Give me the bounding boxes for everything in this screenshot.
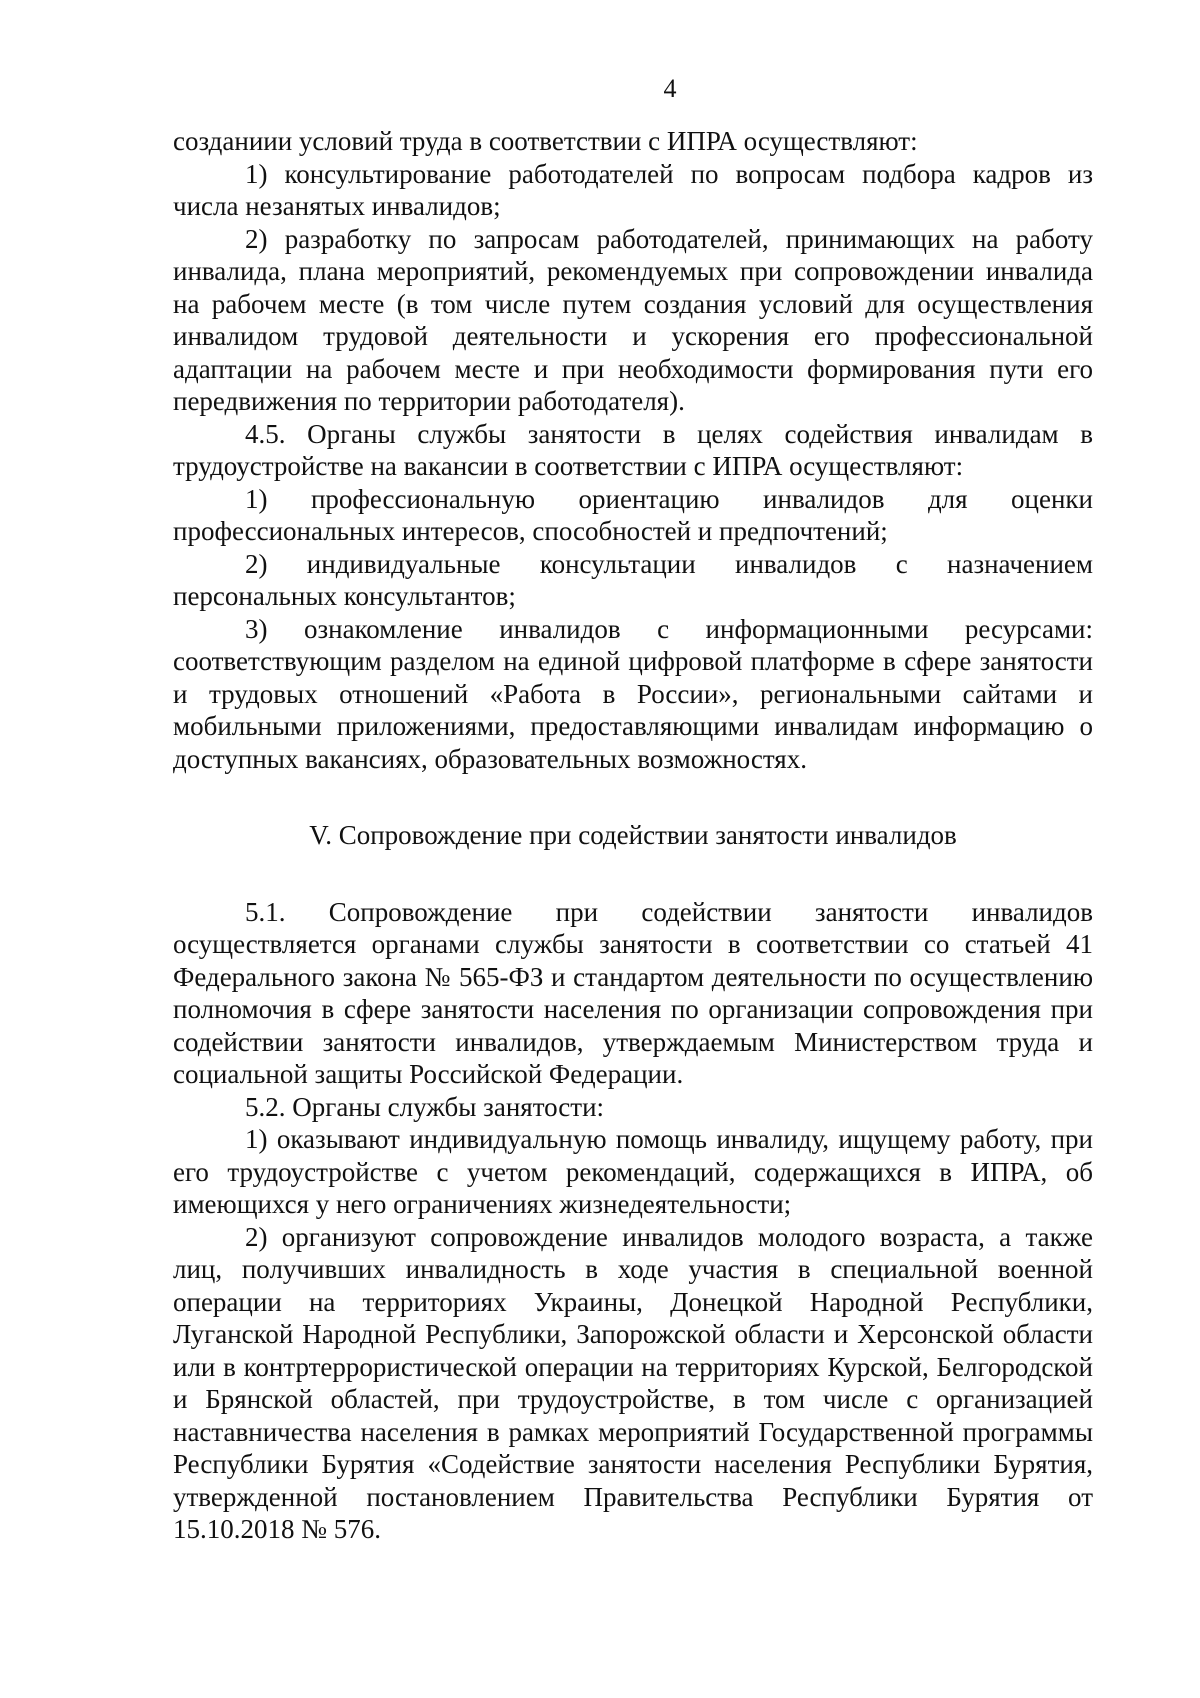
paragraph-list-item: 1) профессиональную ориентацию инвалидов для оценки профессиональных интересов, способностей и предпочтений; [173, 483, 1093, 546]
paragraph-list-item: 1) оказывают индивидуальную помощь инвалиду, ищущему работу, при его трудоустройстве с учетом рекомендаций, содержащихся в ИПРА, об имеющихся у него ограничениях жизнедеятельности; [173, 1124, 1093, 1219]
paragraph-list-item: 2) организуют сопровождение инвалидов молодого возраста, а также лиц, получивших инвалидность в ходе участия в специальной военной операции на территориях Украины, Донецкой Народной Республики, Луганской Народной Республики, Запорожской области и Херсонской области или в контртеррористической операции на территориях Курской, Белгородской и Брянской областей, при трудоустройстве, в том числе с организацией наставничества населения в рамках мероприятий Государственной программы Республики Бурятия «Содействие занятости населения Республики Бурятия, утвержденной постановлением Правительства Республики Бурятия от 15.10.2018 № 576. [173, 1221, 1093, 1544]
document-body [173, 125, 1093, 1546]
paragraph-clause-5-2: 5.2. Органы службы занятости: [245, 1091, 605, 1122]
paragraph-clause-5-1: 5.1. Сопровождение при содействии занятости инвалидов осуществляется органами службы занятости в соответствии со статьей 41 Федерального закона № 565-ФЗ и стандартом деятельности по осуществлению полномочия в сфере занятости населения по организации сопровождения при содействии занятости инвалидов, утверждаемым Министерством труда и социальной защиты Российской Федерации. [173, 896, 1093, 1089]
paragraph-list-item: 3) ознакомление инвалидов с информационными ресурсами: соответствующим разделом на единой цифровой платформе в сфере занятости и трудовых отношений «Работа в России», региональными сайтами и мобильными приложениями, предоставляющими инвалидам информацию о доступных вакансиях, образовательных возможностях. [173, 613, 1093, 774]
section-heading: V. Сопровождение при содействии занятости инвалидов [309, 820, 957, 850]
paragraph-continuation: созданиии условий труда в соответствии с ИПРА осуществляют: [173, 126, 918, 156]
paragraph-list-item: 1) консультирование работодателей по вопросам подбора кадров из числа незанятых инвалидов; [173, 158, 1093, 221]
paragraph-clause-4-5: 4.5. Органы службы занятости в целях содействия инвалидам в трудоустройстве на вакансии в соответствии с ИПРА осуществляют: [173, 418, 1093, 481]
page-number: 4 [663, 74, 677, 103]
paragraph-list-item: 2) разработку по запросам работодателей, принимающих на работу инвалида, плана мероприятий, рекомендуемых при сопровождении инвалида на рабочем месте (в том числе путем создания условий для осуществления инвалидом трудовой деятельности и ускорения его профессиональной адаптации на рабочем месте и при необходимости формирования пути его передвижения по территории работодателя). [173, 223, 1093, 416]
paragraph-list-item: 2) индивидуальные консультации инвалидов с назначением персональных консультантов; [173, 548, 1093, 611]
